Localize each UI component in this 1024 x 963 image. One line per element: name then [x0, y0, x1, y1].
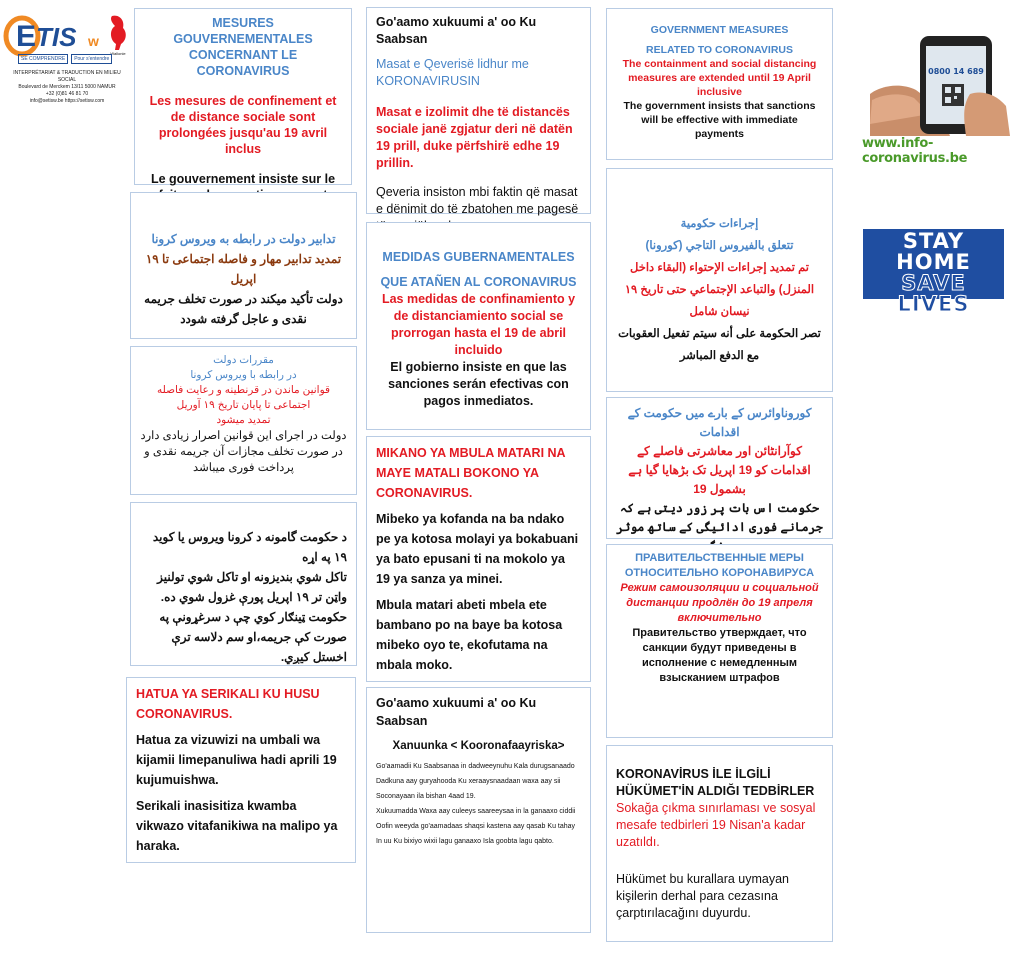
spanish-title-2: QUE ATAÑEN AL CORONAVIRUS [380, 275, 577, 289]
setisw-logo [4, 8, 130, 103]
arabic-measures: تم تمديد إجراءات الإحتواء (البقاء داخل المنزل) والتباعد الإجتماعي حتى تاريخ ١٩ نيسان شامل [624, 262, 815, 318]
albanian-subtitle: Masat e Qeverisë lidhur me KORONAVIRUSIN [376, 57, 529, 88]
farsi-sanctions: دولت در اجرای این قوانین اصرار زیادی دارد در صورت تخلف مجازات آن جریمه نقدی و پرداخت فوری میباشد [140, 430, 347, 474]
russian-title: ПРАВИТЕЛЬСТВЕННЫЕ МЕРЫ ОТНОСИТЕЛЬНО КОРОНАВИРУСА [624, 552, 815, 579]
svg-text:TIS: TIS [36, 22, 77, 52]
spanish-measures: Las medidas de confinamiento y de distanciamiento social se prorrogan hasta el 19 de abril incluido [381, 292, 576, 357]
urdu-box [606, 397, 833, 539]
dari-title: تدابیر دولت در رابطه به ویروس کرونا [151, 232, 336, 246]
french-title: MESURES GOUVERNEMENTALES CONCERNANT LE CORONAVIRUS [173, 16, 313, 78]
setisw-logo-icon [4, 14, 104, 58]
farsi-title-1: مقررات دولت [213, 354, 274, 366]
russian-sanctions: Правительство утверждает, что санкции будут приведены в исполнение с немедленным взысканием штрафов [632, 627, 807, 684]
albanian-title: Go'aamo xukuumi a' oo Ku Saabsan [376, 15, 537, 46]
pashto-line-2: تاکل شوي بندیزونه او تاکل شوي تولنیز واټن تر ۱۹ اپریل پورې غزول شوي ده. [157, 570, 347, 604]
stay-home-line-3: SAVE LIVES [897, 271, 970, 316]
spanish-title-1: MEDIDAS GUBERNAMENTALES [382, 250, 575, 264]
albanian-measures: Masat e izolimit dhe të distancës sociale janë zgjatur deri në datën 19 prill, duke përfshirë edhe 19 prillin. [376, 105, 573, 170]
swahili-sanctions: Serikali inasisitiza kwamba vikwazo vitafanikiwa na malipo ya haraka. [136, 799, 338, 853]
farsi-extended: تمدید میشود [216, 414, 271, 426]
dari-measures: تمدید تدابیر مهار و فاصله اجتماعی تا ۱۹ اپریل [145, 252, 342, 286]
arabic-subtitle: تتعلق بالفيروس التاجي (كورونا) [645, 240, 794, 252]
french-box [134, 8, 352, 185]
somali-line: Dadkuna aay guryahooda Ku xeraaysnaadaan waxa aay sii [376, 778, 561, 785]
russian-box [606, 544, 833, 738]
pashto-line-3: حکومت ټینګار کوي چې د سرغړونې په صورت کې جریمه،او سم دلاسه ترې اخستل کیږي. [159, 610, 347, 664]
lingala-measures: Mibeko ya kofanda na ba ndako pe ya kotosa molayi ya bokabuani ya bato epusani ti na mokolo ya 19 ya sanza ya minei. [376, 512, 579, 586]
somali-line: Oofin weeyda go'aamadaas shaqsi kastena aay qasab Ku tahay [376, 823, 576, 830]
farsi-box [130, 346, 357, 495]
lingala-box [366, 436, 591, 682]
spanish-box [366, 222, 591, 430]
svg-text:E: E [16, 20, 37, 53]
wallonie-rooster-icon [107, 12, 129, 56]
arabic-box [606, 168, 833, 392]
lingala-title: MIKANO YA MBULA MATARI NA MAYE MATALI BOKONO YA CORONAVIRUS. [376, 446, 566, 500]
farsi-title-2: در رابطه با ویروس کرونا [190, 369, 297, 381]
somali-line: Xukuumadda Waxa aay culeeys saareeysaa in la ganaaxo ciddii [376, 808, 576, 815]
svg-text:0800 14 689: 0800 14 689 [928, 67, 984, 76]
swahili-title: HATUA YA SERIKALI KU HUSU CORONAVIRUS. [136, 687, 320, 721]
turkish-box [606, 745, 833, 942]
somali-line: Soconayaan ila bishan 4aad 19. [376, 793, 476, 800]
stay-home-line-2: HOME [896, 250, 971, 274]
logo-tag-2: Pour s'entendre [71, 54, 112, 64]
english-box [606, 8, 833, 160]
swahili-measures: Hatua za vizuwizi na umbali wa kijamii limepanuliwa hadi aprili 19 kujumuishwa. [136, 733, 337, 787]
turkish-title: KORONAVİRUS İLE İLGİLİ HÜKÜMET'İN ALDIĞI TEDBİRLER [616, 767, 815, 798]
logo-tags [18, 54, 112, 64]
somali-title: Go'aamo xukuumi a' oo Ku Saabsan [376, 696, 537, 728]
svg-text:Wallonie: Wallonie [110, 51, 126, 56]
phone-in-hand-icon [870, 34, 1010, 136]
lingala-sanctions: Mbula matari abeti mbela ete bambano po na baye ba kotosa mibeko oyo te, ekofutama na mbala moko. [376, 598, 563, 672]
english-title-2: RELATED TO CORONAVIRUS [645, 44, 793, 56]
pashto-box [130, 502, 357, 666]
arabic-sanctions: تصر الحكومة على أنه سيتم تفعيل العقوبات مع الدفع المباشر [618, 328, 821, 362]
stay-home-banner [863, 229, 1004, 316]
russian-measures: Режим самоизоляции и социальной дистанции продлён до 19 апреля включительно [620, 582, 819, 624]
somali-line: Go'aamadii Ku Saabsanaa in dadweeynuhu Kala durugsanaado [376, 763, 575, 770]
turkish-measures: Sokağa çıkma sınırlaması ve sosyal mesafe tedbirleri 19 Nisan'a kadar uzatıldı. [616, 801, 816, 849]
info-coronavirus-url: www.info-coronavirus.be [862, 136, 968, 166]
pashto-line-1: د حکومت گامونه د کرونا ویروس یا کوید ۱۹ په اړه [152, 530, 347, 564]
spanish-sanctions: El gobierno insiste en que las sanciones serán efectivas con pagos inmediatos. [388, 360, 569, 408]
english-measures: The containment and social distancing measures are extended until 19 April inclusive [622, 58, 817, 98]
dari-box [130, 192, 357, 339]
logo-address: INTERPRÉTARIAT & TRADUCTION EN MILIEU SOCIAL Boulevard de Merckem 13/11 5000 NAMUR +32 (0)81 46 81 70 info@setisw.be https://setisw.com [13, 70, 121, 104]
stay-home-line-1: STAY [902, 229, 965, 253]
albanian-box [366, 7, 591, 214]
arabic-title: إجراءات حكومية [680, 218, 759, 230]
somali-box [366, 687, 591, 933]
urdu-measures: کوآرانٹائن اور معاشرتی فاصلے کے اقدامات کو 19 اپریل تک بڑھایا گیا ہے بشمول 19 [628, 444, 811, 496]
swahili-box [126, 677, 356, 863]
french-measures: Les mesures de confinement et de distance sociale sont prolongées jusqu'au 19 avril inclus [149, 94, 337, 156]
svg-text:w: w [88, 33, 99, 49]
urdu-title: کوروناوائرس کے بارے میں حکومت کے اقدامات [627, 406, 812, 439]
english-sanctions: The government insists that sanctions will be effective with immediate payments [623, 100, 816, 140]
somali-subtitle: Xanuunka < Kooronafaayriska> [392, 740, 565, 752]
albanian-sanctions: Qeveria insiston mbi faktin që masat e dënimit do të zbatohen me pagesë [376, 185, 579, 216]
urdu-sanctions: حکومت اس بات پر زور دیتی ہے کہ جرمانے فوری ادائیگی کے ساتھ موثر [616, 501, 823, 534]
dari-sanctions: دولت تأکید میکند در صورت تخلف جریمه نقدی و عاجل گرفته شودد [144, 292, 343, 326]
logo-tag-1: SE COMPRENDRE [18, 54, 68, 64]
french-sanctions: Le gouvernement insiste sur le [150, 172, 336, 186]
farsi-measures: قوانین ماندن در قرنطینه و رعایت فاصله اجتماعی تا پایان تاریخ ۱۹ آوریل [156, 384, 331, 411]
turkish-sanctions: Hükümet bu kurallara uymayan kişilerin derhal para cezasına çarptırılacağını duyurdu. [616, 872, 789, 920]
somali-line: In uu Ku bixiyo wixii lagu ganaaxo Isla goobta lagu qabto. [376, 838, 554, 845]
english-title-1: GOVERNMENT MEASURES [650, 24, 789, 36]
